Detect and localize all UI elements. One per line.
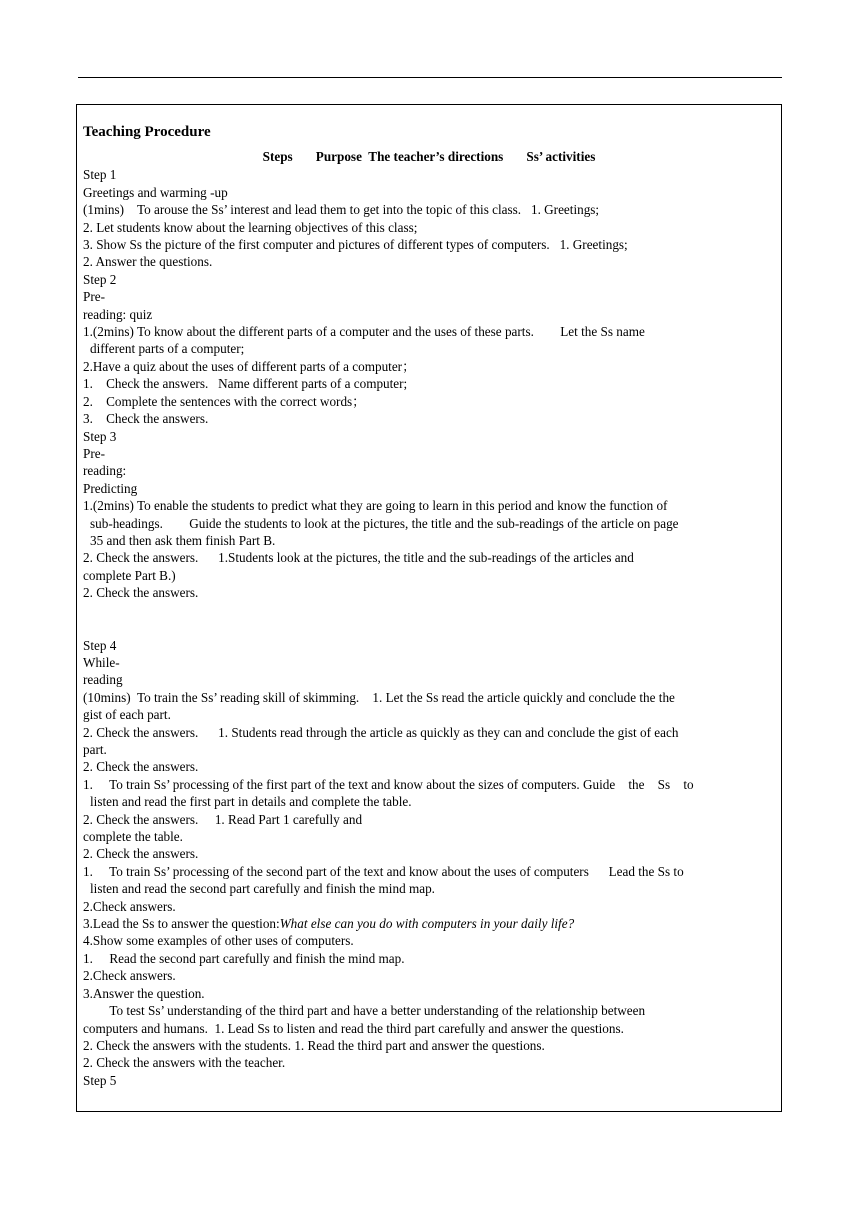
text-line: Greetings and warming -up (83, 184, 228, 200)
text-line: 2. Answer the questions. (83, 254, 213, 270)
text-line: 1.(2mins) To enable the students to predict what they are going to learn in this period and know the function of (83, 498, 668, 514)
italic-question: What else can you do with computers in your daily life? (279, 916, 575, 932)
text-line: To test Ss’ understanding of the third part and have a better understanding of the relationship between (83, 1003, 646, 1019)
text-line: Predicting (83, 480, 138, 496)
text-line: 2. Check the answers. 1. Students read through the article as quickly as they can and conclude the gist of each (83, 724, 679, 740)
header-rule (78, 77, 782, 78)
document-body (83, 122, 775, 1089)
text-line: Pre- (83, 289, 105, 305)
text-line: 1. To train Ss’ processing of the first part of the text and know about the sizes of computers. Guide the Ss to (83, 776, 694, 792)
text-line: 2. Check the answers. 1.Students look at the pictures, the title and the sub-readings of the articles and (83, 550, 634, 566)
text-line: reading (83, 672, 123, 688)
text-line: Step 2 (83, 271, 117, 287)
spacer (83, 602, 775, 637)
text-line: sub-headings. Guide the students to look at the pictures, the title and the sub-readings of the article on page (90, 515, 679, 531)
text-line: 2. Check the answers. (83, 759, 199, 775)
text-line: 1.(2mins) To know about the different parts of a computer and the uses of these parts. Let the Ss name (83, 324, 645, 340)
text-line: Step 1 (83, 167, 117, 183)
text-line: listen and read the second part carefully and finish the mind map. (90, 881, 435, 897)
text-line: 3.Answer the question. (83, 985, 205, 1001)
text-line: part. (83, 742, 107, 757)
text-line: complete Part B.) (83, 567, 176, 583)
text-line: Step 5 (83, 1072, 117, 1088)
text-line: reading: (83, 463, 127, 479)
text-span: 3.Lead the Ss to answer the question: (83, 916, 280, 932)
text-line: 2. Check the answers. (83, 846, 199, 862)
text-line: gist of each part. (83, 707, 171, 723)
text-line: While- (83, 654, 120, 670)
text-line: 4.Show some examples of other uses of computers. (83, 933, 354, 949)
text-line: 2. Check the answers. 1. Read Part 1 carefully and (83, 811, 363, 827)
column-headers: Steps Purpose The teacher’s directions Ss’ activities (262, 149, 596, 164)
text-line: 2. Let students know about the learning objectives of this class; (83, 219, 418, 235)
text-line: 2. Check the answers with the students. 1. Read the third part and answer the questions. (83, 1037, 545, 1053)
text-line: Step 3 (83, 428, 117, 444)
text-line: complete the table. (83, 829, 183, 845)
text-line: different parts of a computer; (90, 341, 245, 357)
text-line: 3. Check the answers. (83, 411, 209, 427)
text-line: (1mins) To arouse the Ss’ interest and lead them to get into the topic of this class. 1. Greetings; (83, 202, 600, 218)
section-title: Teaching Procedure (83, 124, 211, 140)
text-line: 1. To train Ss’ processing of the second part of the text and know about the uses of computers Lead the Ss to (83, 863, 684, 879)
text-line: computers and humans. 1. Lead Ss to listen and read the third part carefully and answer the questions. (83, 1020, 624, 1036)
text-line: 1. Read the second part carefully and finish the mind map. (83, 950, 405, 966)
text-line: 2.Check answers. (83, 968, 176, 984)
text-line: Step 4 (83, 637, 117, 653)
text-line: 2. Complete the sentences with the correct words； (83, 393, 366, 409)
text-line: listen and read the first part in details and complete the table. (90, 794, 412, 810)
text-line (83, 915, 775, 932)
text-line: Pre- (83, 445, 105, 461)
text-line: (10mins) To train the Ss’ reading skill of skimming. 1. Let the Ss read the article quickly and conclude the the (83, 689, 675, 705)
text-line: 2. Check the answers. (83, 585, 199, 601)
text-line: 2. Check the answers with the teacher. (83, 1055, 286, 1071)
text-line: 35 and then ask them finish Part B. (90, 532, 276, 548)
text-line: 2.Check answers. (83, 898, 176, 914)
text-line: 3. Show Ss the picture of the first computer and pictures of different types of computers. 1. Greetings; (83, 237, 628, 253)
text-line: 2.Have a quiz about the uses of different parts of a computer； (83, 358, 416, 374)
text-line: 1. Check the answers. Name different parts of a computer; (83, 376, 408, 392)
text-line: reading: quiz (83, 306, 153, 322)
